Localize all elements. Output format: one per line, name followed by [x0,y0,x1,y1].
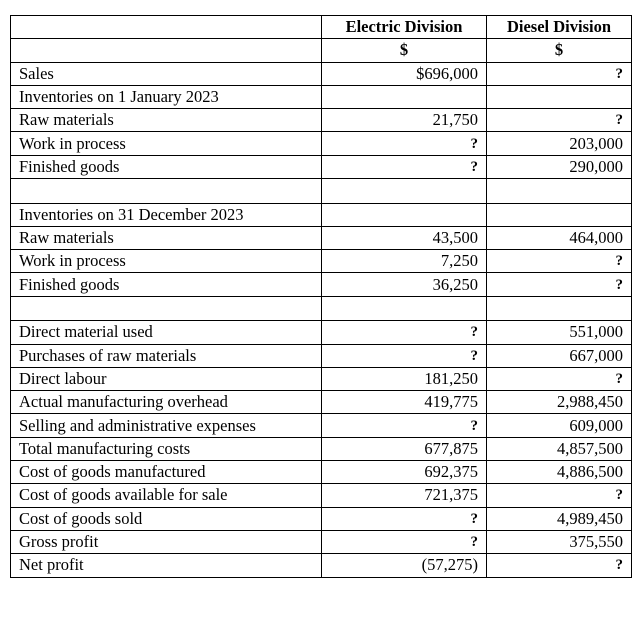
row-label: Direct labour [11,367,322,390]
table-row [11,62,632,85]
electric-value: ? [322,507,487,530]
row-label: Inventories on 1 January 2023 [11,85,322,108]
row-label: Cost of goods sold [11,507,322,530]
column-header-row [11,16,632,39]
table-row [11,554,632,577]
diesel-value: 2,988,450 [487,391,632,414]
table-row [11,155,632,178]
diesel-value: 551,000 [487,321,632,344]
electric-value: 43,500 [322,226,487,249]
electric-value: $696,000 [322,62,487,85]
spacer-cell [487,179,632,204]
electric-value: ? [322,132,487,155]
diesel-value: 4,886,500 [487,461,632,484]
row-label: Finished goods [11,273,322,296]
spacer-cell [11,179,322,204]
table-row [11,85,632,108]
currency-row [11,39,632,62]
diesel-value: ? [487,367,632,390]
electric-value: 7,250 [322,250,487,273]
row-label: Actual manufacturing overhead [11,391,322,414]
diesel-value: 203,000 [487,132,632,155]
electric-value: 677,875 [322,437,487,460]
row-label: Net profit [11,554,322,577]
spacer-cell [322,296,487,321]
diesel-value: ? [487,250,632,273]
spacer-cell [11,296,322,321]
diesel-value: 464,000 [487,226,632,249]
diesel-value: 4,857,500 [487,437,632,460]
electric-value: ? [322,321,487,344]
diesel-value: ? [487,109,632,132]
row-label: Direct material used [11,321,322,344]
diesel-value: 667,000 [487,344,632,367]
electric-value [322,203,487,226]
electric-value: (57,275) [322,554,487,577]
diesel-value: ? [487,273,632,296]
table-row [11,321,632,344]
electric-value: ? [322,530,487,553]
table-row [11,437,632,460]
financial-data-table [10,15,632,578]
row-label: Total manufacturing costs [11,437,322,460]
table-row [11,226,632,249]
currency-electric: $ [322,39,487,62]
diesel-value: 375,550 [487,530,632,553]
table-row [11,344,632,367]
electric-value: ? [322,344,487,367]
spacer-row [11,179,632,204]
electric-value: 721,375 [322,484,487,507]
row-label: Finished goods [11,155,322,178]
header-diesel-division: Diesel Division [487,16,632,39]
table-row [11,484,632,507]
table-row [11,109,632,132]
electric-value: 21,750 [322,109,487,132]
table-row [11,507,632,530]
electric-value: 692,375 [322,461,487,484]
table-row [11,203,632,226]
row-label: Raw materials [11,109,322,132]
currency-blank-cell [11,39,322,62]
table-row [11,530,632,553]
row-label: Purchases of raw materials [11,344,322,367]
electric-value: 36,250 [322,273,487,296]
electric-value: 181,250 [322,367,487,390]
row-label: Selling and administrative expenses [11,414,322,437]
table-row [11,461,632,484]
row-label: Sales [11,62,322,85]
row-label: Cost of goods available for sale [11,484,322,507]
row-label: Work in process [11,132,322,155]
row-label: Gross profit [11,530,322,553]
diesel-value: 4,989,450 [487,507,632,530]
row-label: Cost of goods manufactured [11,461,322,484]
electric-value [322,85,487,108]
diesel-value [487,85,632,108]
electric-value: ? [322,155,487,178]
row-label: Work in process [11,250,322,273]
table-row [11,132,632,155]
diesel-value [487,203,632,226]
diesel-value: ? [487,554,632,577]
electric-value: ? [322,414,487,437]
table-row [11,414,632,437]
electric-value: 419,775 [322,391,487,414]
header-blank-cell [11,16,322,39]
header-electric-division: Electric Division [322,16,487,39]
table-row [11,367,632,390]
diesel-value: ? [487,62,632,85]
spacer-row [11,296,632,321]
diesel-value: 290,000 [487,155,632,178]
spacer-cell [487,296,632,321]
diesel-value: 609,000 [487,414,632,437]
currency-diesel: $ [487,39,632,62]
row-label: Raw materials [11,226,322,249]
spacer-cell [322,179,487,204]
table-row [11,391,632,414]
diesel-value: ? [487,484,632,507]
table-row [11,250,632,273]
row-label: Inventories on 31 December 2023 [11,203,322,226]
table-row [11,273,632,296]
